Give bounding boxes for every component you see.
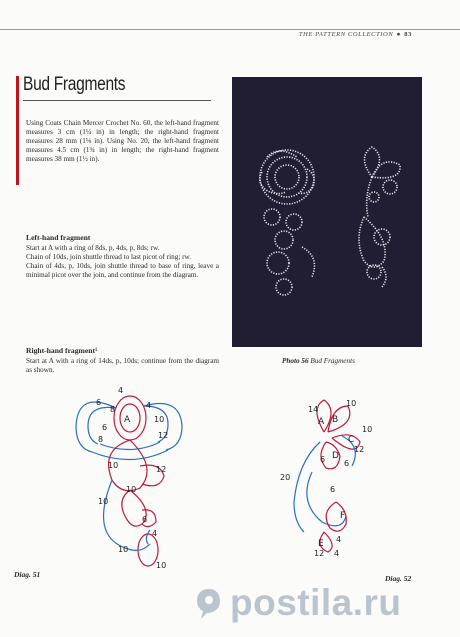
diag51-num: 10 [156,561,167,570]
header-rule [0,29,460,30]
diag51-num: 8 [110,405,116,414]
accent-rule [16,76,19,185]
diag51-num: 10 [126,485,137,494]
diag51-num: 4 [118,386,124,395]
diag52-num: 12 [354,445,365,454]
diag52-letter: B [332,415,339,425]
diag51-num: 12 [156,465,167,474]
diag52-num: 4 [334,549,340,558]
diagram-51-drawing [60,380,220,580]
diag51-num: 8 [98,435,104,444]
diag52-num: 14 [308,405,319,414]
diagram-52-drawing [270,392,400,562]
watermark: postila.ru [230,582,402,623]
diag51-num: 12 [158,431,169,440]
paragraph: Start at A with a ring of 8ds, p, 4ds, p, 8ds; rw. [26,244,160,252]
diag51-num: 6 [96,398,102,407]
paragraph: Start at A with a ring of 14ds, p, 10ds; continue from the diagram as shown. [26,357,219,375]
diag52-num: 12 [314,549,325,558]
diag51-letter: A [124,415,131,425]
diag52-num: 10 [362,425,373,434]
diag52-letter: C [348,435,355,445]
section-heading-right: Right-hand fragment¹ [26,346,98,355]
section-heading-left: Left-hand fragment [26,233,91,242]
diagram-52 [270,392,400,562]
diag52-letter: A [318,417,325,427]
lace-photo [232,77,422,347]
photo-label: Photo 56 [282,357,309,365]
photo-caption-text: Bud Fragments [310,357,355,365]
diag52-letter: E [318,539,324,549]
diag52-num: 6 [330,485,336,494]
bullet-icon: ● [396,31,402,38]
diag52-letter: F [340,511,346,521]
section-text-right [26,357,219,375]
running-title: THE PATTERN COLLECTION [298,31,394,38]
photo-caption [282,357,355,365]
diag51-num: 10 [108,461,119,470]
paragraph: Chain of 4ds, p, 10ds, join shuttle thread to base of ring, leave a minimal picot over the join, and continue from the diagram. [26,262,219,280]
lace-illustration [232,77,422,347]
diag51-num: 10 [98,497,109,506]
diag52-num: 6 [344,459,350,468]
paragraph: Chain of 10ds, join shuttle thread to last picot of ring; rw. [26,253,192,262]
diag51-num: 10 [118,545,129,554]
diagram-51-label: Diag. 51 [14,570,41,579]
diag51-num: 10 [154,415,165,424]
diag51-num: 6 [102,423,108,432]
diag51-num: 4 [146,401,152,410]
title-rule [23,100,211,101]
diagram-51 [60,380,220,580]
diag52-num: 10 [346,399,357,408]
diagram-52-label: Diag. 52 [385,574,412,583]
diag51-num: 4 [152,529,158,538]
running-head [299,31,412,38]
section-text-left [26,244,219,280]
pin-logo-icon [194,587,224,621]
intro-paragraph: Using Coats Chain Mercer Crochet No. 60, the left-hand fragment measures 3 cm (1¼ in) in length; the right-hand fragment measures 28 mm (1⅛ in). Using No. 20, the left-hand fragment measures 4.5 cm (1¾ in) in length; the right-hand fragment measures 38 mm (1½ in). [26,119,219,164]
diag52-num: 20 [280,473,291,482]
page-title: Bud Fragments [23,74,126,95]
diag51-num: 6 [142,515,148,524]
diag52-num: 6 [320,455,326,464]
page-number: 83 [404,31,412,38]
diag52-letter: D [332,451,339,461]
diag52-num: 4 [336,535,342,544]
